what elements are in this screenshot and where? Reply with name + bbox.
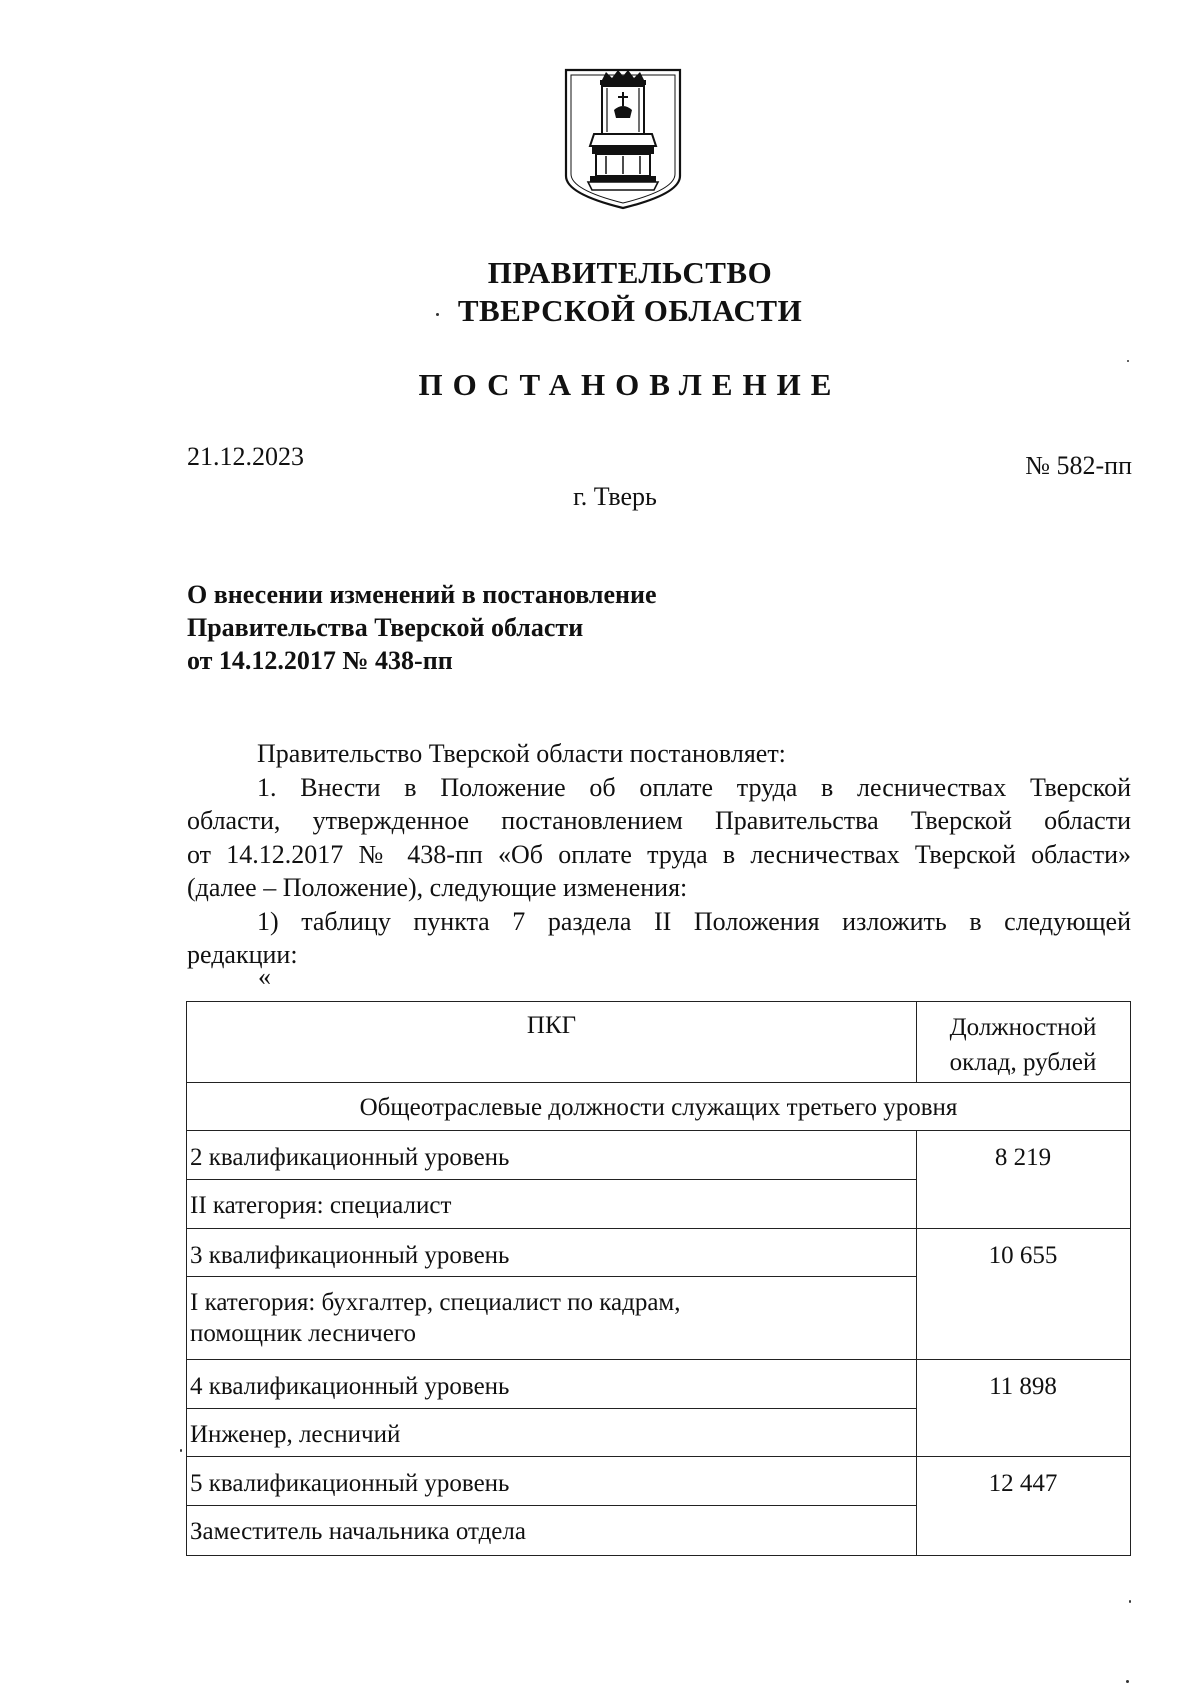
table-row-salary: 10 655 — [988, 1242, 1058, 1269]
item1-line2: области, утвержденное постановлением Правительства Тверской области — [187, 806, 1131, 835]
table-row-positions: Инженер, лесничий — [190, 1421, 401, 1448]
scan-speck — [1126, 1680, 1129, 1683]
document-type-heading: ПОСТАНОВЛЕНИЕ — [418, 367, 842, 402]
scan-speck — [436, 313, 439, 316]
scan-speck — [1127, 360, 1129, 362]
item1-paragraph — [187, 771, 1131, 905]
title-line1: О внесении изменений в постановление — [187, 580, 657, 609]
coat-of-arms-emblem — [562, 66, 684, 212]
table-row-positions-line2: помощник лесничего — [190, 1320, 416, 1347]
opening-quote: « — [258, 962, 271, 991]
column-header-salary — [916, 1010, 1130, 1080]
subitem1-line1: 1) таблицу пункта 7 раздела II Положения изложить в следующей — [257, 906, 1131, 936]
table-row-level: 3 квалификационный уровень — [190, 1242, 510, 1269]
table-row-positions: Заместитель начальника отдела — [190, 1518, 526, 1545]
table-row-salary: 12 447 — [988, 1470, 1058, 1497]
item1-line1: 1. Внести в Положение об оплате труда в лесничествах Тверской — [257, 772, 1131, 802]
table-row-level: 2 квалификационный уровень — [190, 1144, 510, 1171]
item1-line3: от 14.12.2017 № 438-пп «Об оплате труда в лесничествах Тверской области» — [187, 839, 1131, 869]
table-row-level: 4 квалификационный уровень — [190, 1373, 510, 1400]
item1-line4: (далее – Положение), следующие изменения: — [187, 873, 688, 902]
document-body — [187, 737, 1131, 972]
document-date: 21.12.2023 — [187, 442, 304, 471]
title-line2: Правительства Тверской области — [187, 613, 584, 642]
scan-speck — [180, 1449, 182, 1452]
intro-paragraph: Правительство Тверской области постановляет: — [257, 739, 786, 768]
table-row-positions-line1: I категория: бухгалтер, специалист по кадрам, — [190, 1289, 681, 1316]
scan-speck — [1129, 1600, 1131, 1603]
document-title — [187, 578, 657, 677]
column-header-pkg: ПКГ — [526, 1012, 577, 1039]
column-header-salary-line2: оклад, рублей — [949, 1049, 1097, 1076]
salary-table — [186, 1001, 1131, 1556]
table-row-salary: 8 219 — [994, 1144, 1052, 1171]
column-header-salary-line1: Должностной — [949, 1014, 1097, 1041]
group-row: Общеотраслевые должности служащих третьего уровня — [359, 1094, 958, 1121]
title-line3: от 14.12.2017 № 438-пп — [187, 646, 453, 675]
table-row-salary: 11 898 — [989, 1373, 1057, 1400]
subitem1-line2: редакции: — [187, 940, 298, 969]
subitem1-paragraph — [187, 905, 1131, 972]
government-name-line1: ПРАВИТЕЛЬСТВО — [487, 255, 773, 290]
government-name-line2: ТВЕРСКОЙ ОБЛАСТИ — [457, 293, 803, 328]
table-row-positions: II категория: специалист — [190, 1192, 452, 1219]
document-city: г. Тверь — [573, 482, 657, 511]
table-row-level: 5 квалификационный уровень — [190, 1470, 510, 1497]
document-number: № 582-пп — [1025, 451, 1132, 480]
